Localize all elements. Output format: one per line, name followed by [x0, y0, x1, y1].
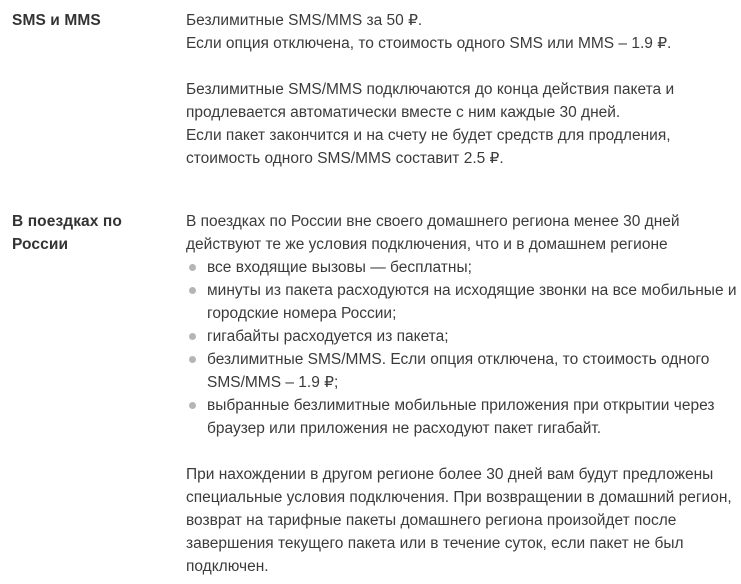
- section-sms-mms-label: SMS и MMS: [12, 12, 101, 29]
- travel-conditions-list: [186, 256, 737, 440]
- list-item: [186, 279, 737, 325]
- bullet-icon: [189, 333, 196, 340]
- sms-renewal-line: Безлимитные SMS/MMS подключаются до конца действия пакета и продлевается автоматически вместе с ним каждые 30 дней.: [186, 81, 675, 121]
- list-item: [186, 256, 737, 279]
- travel-outro-line: При нахождении в другом регионе более 30 дней вам будут предложены специальные условия подключения. При возвращении в домашний регион, возврат на тарифные пакеты домашнего региона произойдет после завершения текущего пакета или в течение суток, если пакет не был подключен.: [186, 466, 732, 575]
- list-item-text: выбранные безлимитные мобильные приложения при открытии через браузер или приложения не расходуют пакет гигабайт.: [207, 397, 715, 437]
- bullet-icon: [189, 402, 196, 409]
- bullet-icon: [189, 356, 196, 363]
- list-item-text: безлимитные SMS/MMS. Если опция отключена, то стоимость одного SMS/MMS – 1.9 ₽;: [207, 351, 710, 391]
- list-item-text: все входящие вызовы — бесплатны;: [207, 259, 472, 276]
- bullet-icon: [189, 287, 196, 294]
- list-item-text: минуты из пакета расходуются на исходящие звонки на все мобильные и городские номера России;: [207, 282, 737, 322]
- section-sms-mms-content: [186, 9, 737, 170]
- sms-package-end-line: Если пакет закончится и на счету не будет средств для продления, стоимость одного SMS/MMS составит 2.5 ₽.: [186, 127, 671, 167]
- list-item: [186, 348, 737, 394]
- section-travel-russia-label: В поездках по России: [12, 213, 122, 253]
- list-item: [186, 394, 737, 440]
- sms-option-off-line: Если опция отключена, то стоимость одного SMS или MMS – 1.9 ₽.: [186, 35, 672, 52]
- section-travel-russia-content: [186, 210, 737, 578]
- bullet-icon: [189, 264, 196, 271]
- list-item: [186, 325, 737, 348]
- list-item-text: гигабайты расходуется из пакета;: [207, 328, 449, 345]
- sms-price-line: Безлимитные SMS/MMS за 50 ₽.: [186, 12, 423, 29]
- travel-intro-line: В поездках по России вне своего домашнего региона менее 30 дней действуют те же условия подключения, что и в домашнем регионе: [186, 213, 680, 253]
